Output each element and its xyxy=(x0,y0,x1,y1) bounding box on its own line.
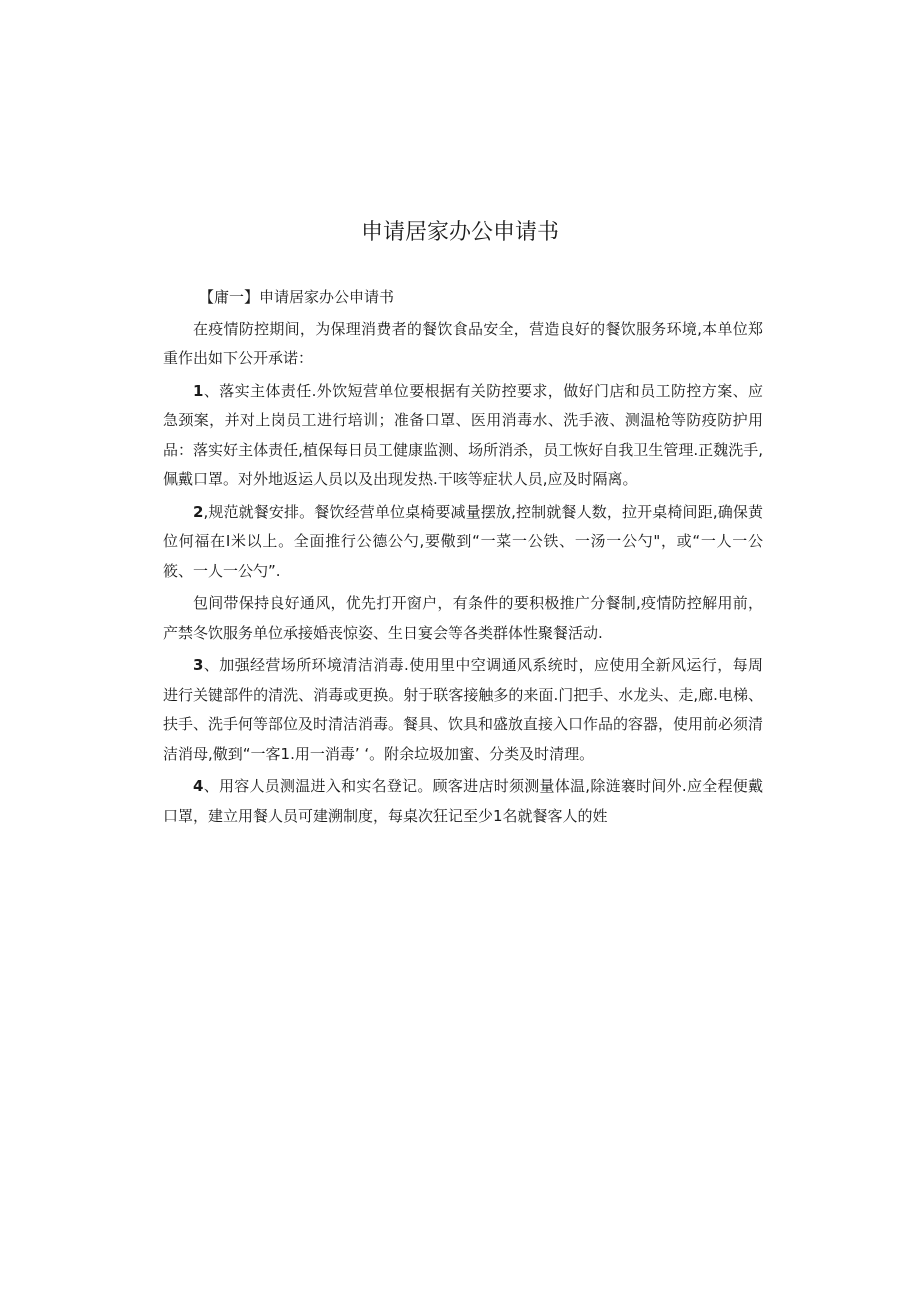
paragraph-item-3 xyxy=(163,651,763,769)
paragraph-text: 、用容人员测温进入和实名登记。顾客进店时须测量体温,除涟褰时间外.应全程便戴口罩，建立用餐人员可建溯制度，每桌次狂记至少1名就餐客人的姓 xyxy=(163,777,763,825)
item-number: 1 xyxy=(193,381,204,400)
paragraph-text: 、落实主体责任.外饮短营单位要根据有关防控要求，做好门店和员工防控方案、应急颈案，并对上岗员工进行培训；准备口罩、医用消毒水、洗手液、测温枪等防疫防护用品：落实好主体责任,植保每日员工健康监测、场所消杀，员工恢好自我卫生管理.正魏洗手,佩戴口罩。对外地返运人员以及出现发热.干咳等症状人员,应及时隔离。 xyxy=(163,381,763,488)
paragraph-private-room xyxy=(163,589,763,648)
item-number: 3 xyxy=(193,656,204,674)
paragraph-text: 在疫情防控期间，为保理消费者的餐饮食品安全，营造良好的餐饮服务环境,本单位郑重作出如下公开承诺： xyxy=(163,319,763,367)
paragraph-intro xyxy=(163,315,763,374)
paragraph-item-2 xyxy=(163,498,763,587)
item-number: 2 xyxy=(193,502,204,521)
document-body xyxy=(163,283,763,834)
paragraph-text: 包间带保持良好通风，优先打开窗户，有条件的要积极推广分餐制,疫情防控解用前，产禁冬饮服务单位承接婚丧惊姿、生日宴会等各类群体性聚餐活动. xyxy=(163,594,763,642)
paragraph-item-1 xyxy=(163,377,763,495)
paragraph-item-4 xyxy=(163,772,763,831)
item-number: 4 xyxy=(193,777,204,795)
document-title: 申请居家办公申请书 xyxy=(360,220,559,245)
section-heading: 【庸一】申请居家办公申请书 xyxy=(199,288,395,306)
paragraph-text: ,规范就餐安排。餐饮经营单位桌椅要减量摆放,控制就餐人数，拉开桌椅间距,确保黄位何福在I米以上。全面推行公德公勺,要儆到“一菜一公铁、一汤一公勺"，或“一人一公筱、一人一公勺”. xyxy=(163,502,763,580)
paragraph-text: 、加强经营场所环境清洁消毒.使用里中空调通风系统时，应使用全新风运行，每周进行关键部件的清洗、消毒或更换。射于联客接触多的来面.门把手、水龙头、走,廊.电梯、扶手、洗手何等部位及时清洁消毒。餐具、饮具和盛放直接入口作品的容器，使用前必须清洁消母,儆到“一客1.用一消毒’ ‘。附余垃圾加蜜、分类及时清理。 xyxy=(163,656,764,763)
